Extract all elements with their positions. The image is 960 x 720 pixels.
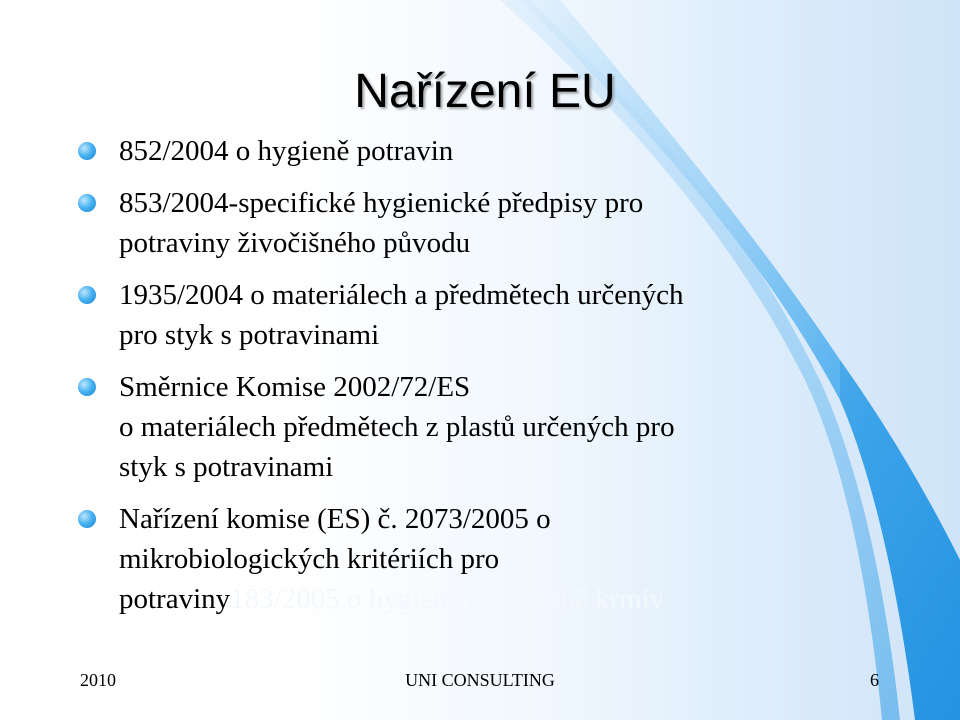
faded-overflow-text: 183/2005 o hygieně při výrobě krmiv	[230, 583, 665, 615]
list-item-line	[119, 579, 879, 619]
list-item	[0, 275, 879, 355]
list-item	[0, 367, 879, 487]
list-item-line: pro styk s potravinami	[119, 319, 380, 351]
footer-company	[0, 670, 960, 691]
list-item	[0, 499, 879, 619]
footer-year: 2010	[80, 670, 116, 690]
page-number: 6	[870, 670, 879, 690]
list-item-line: 852/2004 o hygieně potravin	[119, 135, 454, 167]
list-item	[0, 131, 879, 171]
bullet-icon	[78, 510, 96, 528]
list-item-text: potraviny	[119, 583, 231, 615]
list-item-line: Směrnice Komise 2002/72/ES	[119, 371, 471, 403]
bullet-icon	[78, 194, 96, 212]
list-item-line: o materiálech předmětech z plastů určených pro	[119, 411, 675, 443]
list-item-line: styk s potravinami	[119, 451, 334, 483]
list-item-line: mikrobiologických kritériích pro	[119, 543, 500, 575]
list-item-line: 1935/2004 o materiálech a předmětech určených	[119, 279, 684, 311]
footer-company-text: UNI CONSULTING	[405, 670, 555, 690]
bullet-icon	[78, 142, 96, 160]
bullet-list	[0, 131, 960, 631]
slide-title: Nařízení EU	[354, 65, 616, 118]
bullet-icon	[78, 286, 96, 304]
list-item-line: 853/2004-specifické hygienické předpisy pro	[119, 187, 644, 219]
list-item-line: potraviny živočišného původu	[119, 227, 471, 259]
bullet-icon	[78, 378, 96, 396]
list-item	[0, 183, 879, 263]
list-item-line: Nařízení komise (ES) č. 2073/2005 o	[119, 503, 551, 535]
